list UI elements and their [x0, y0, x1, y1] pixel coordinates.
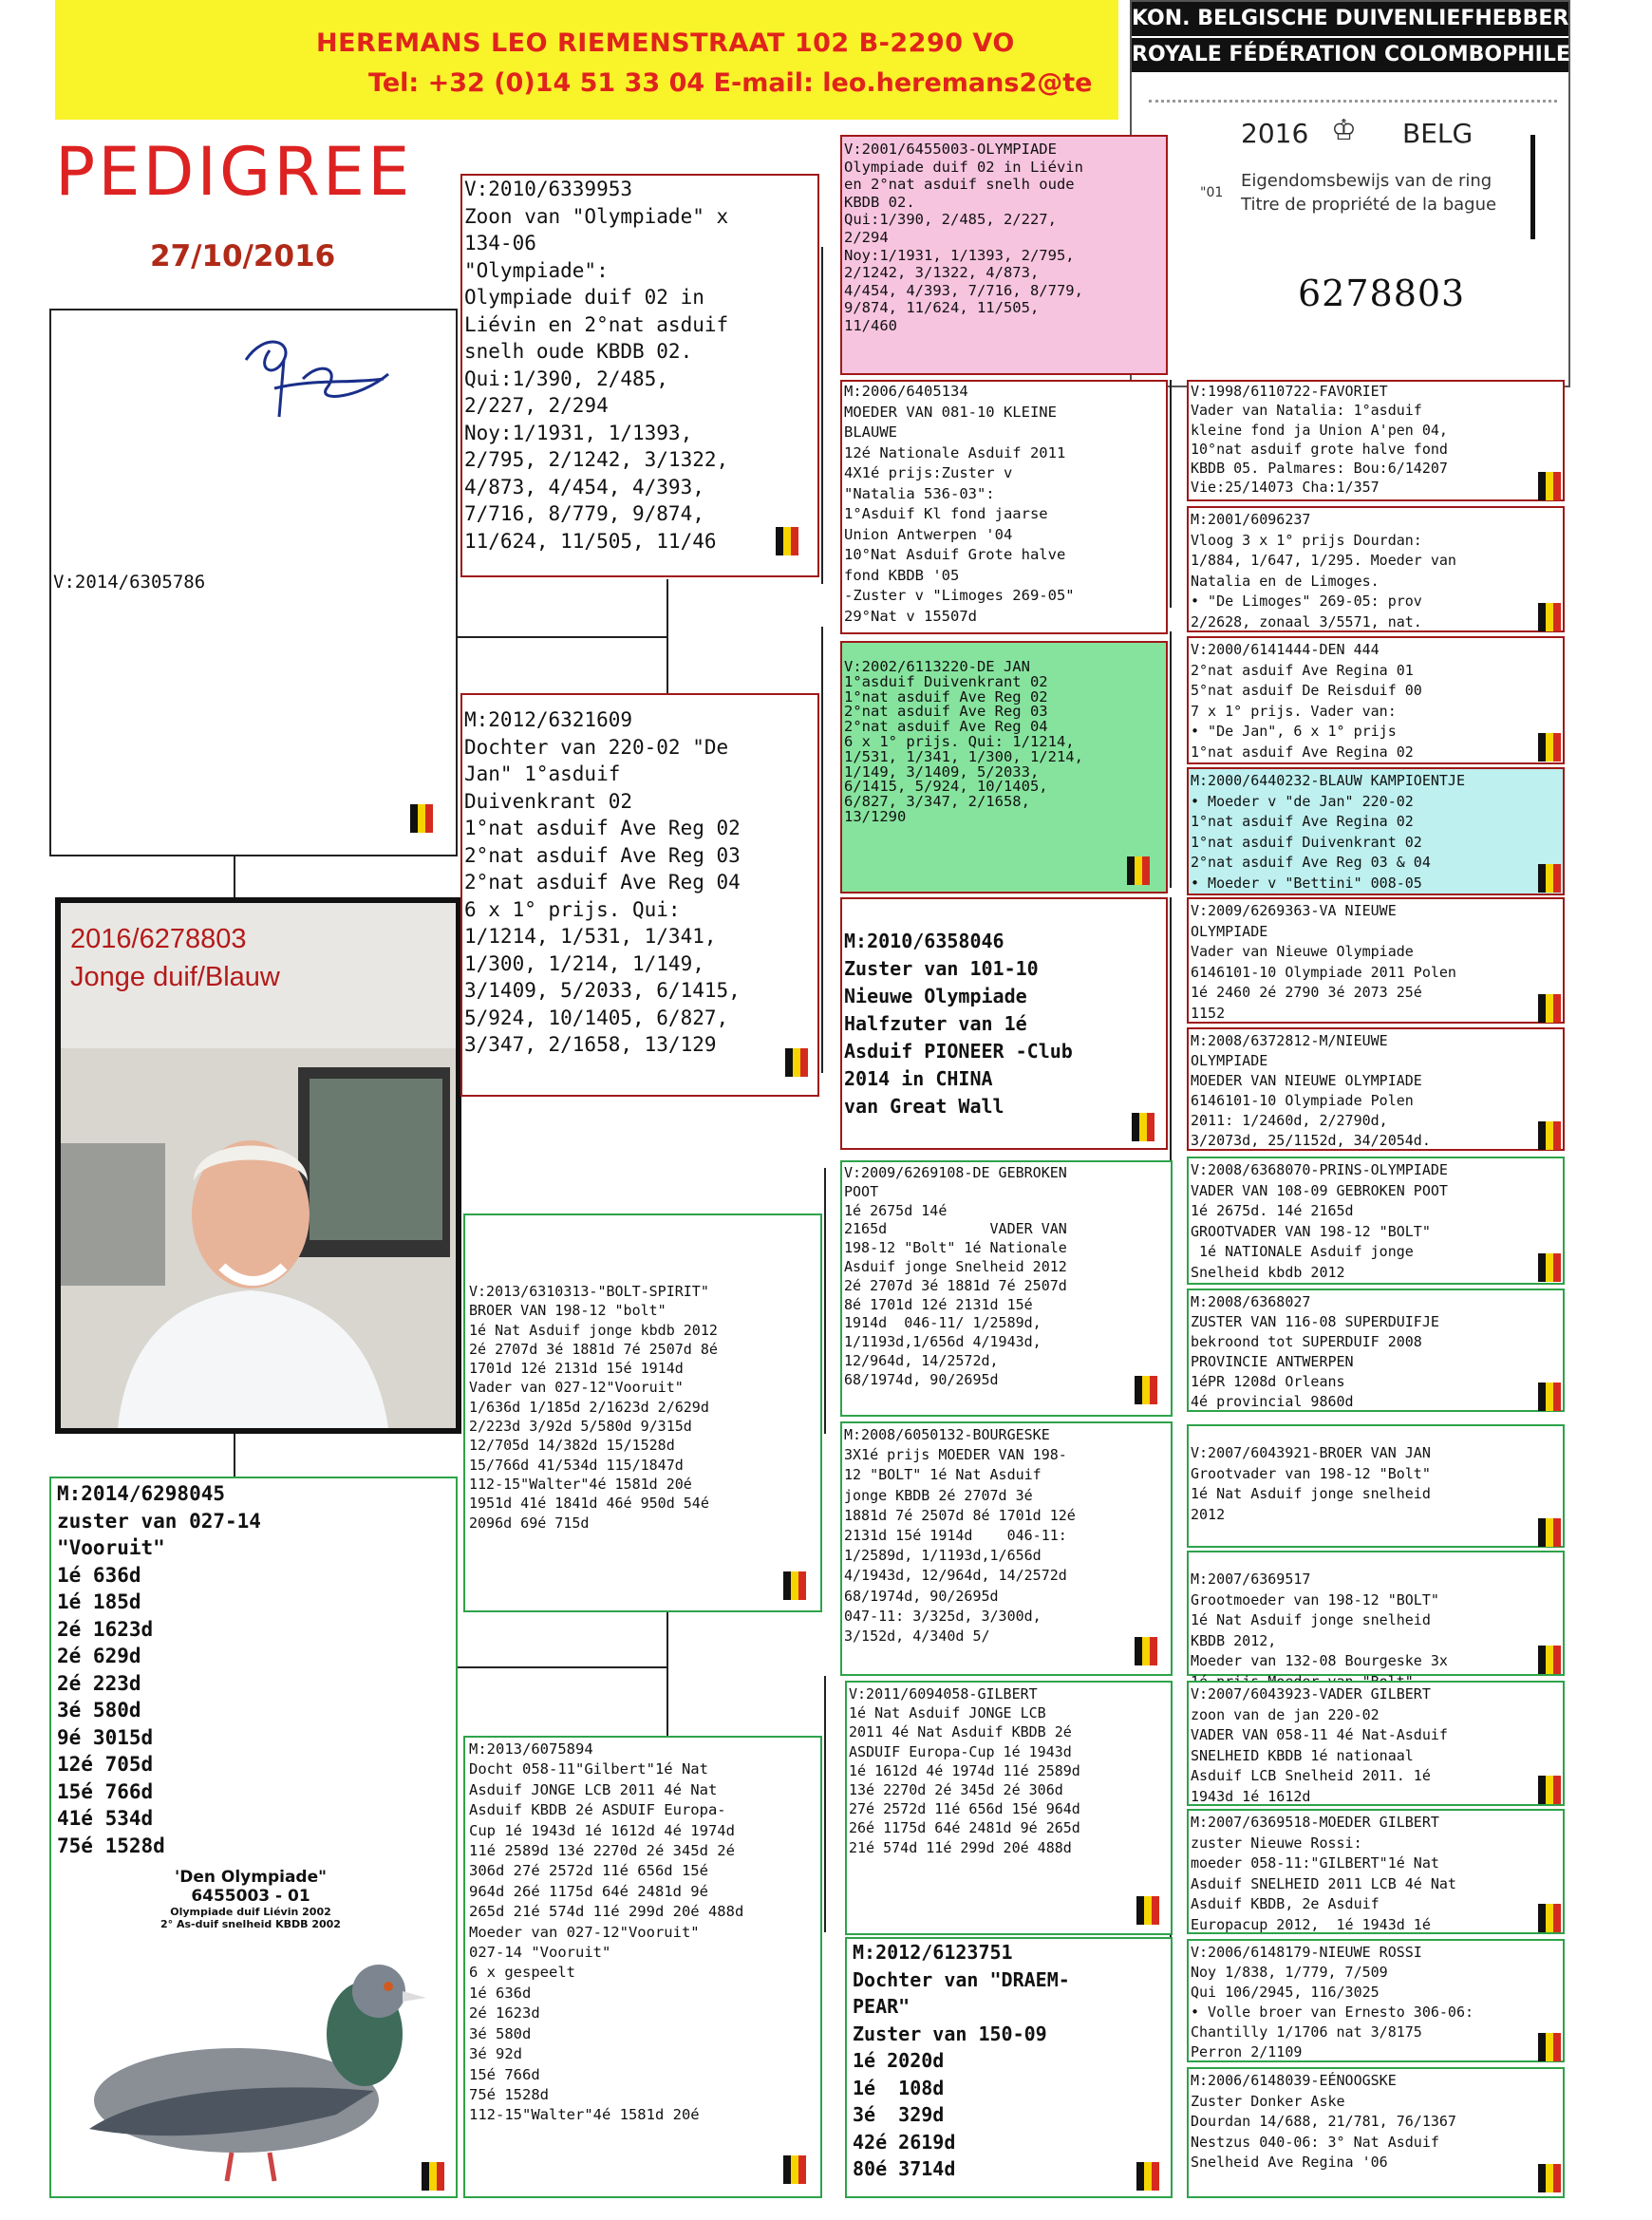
great-grandparent-text-9: V:2007/6043921-BROER VAN JAN Grootvader van 198-12 "Bolt" 1é Nat Asduif jonge snelheid 2012	[1191, 1444, 1431, 1523]
pedigree-date: 27/10/2016	[150, 239, 336, 273]
ring-org-fr: ROYALE FÉDÉRATION COLOMBOPHILE BELGE	[1132, 36, 1568, 72]
great-grandparent-box-11	[1187, 1681, 1565, 1806]
connector-line	[234, 1434, 235, 1477]
belgium-flag-icon	[783, 1571, 808, 1600]
pigeon-photo	[55, 897, 461, 1434]
ring-ownership-fr: Titre de propriété de la bague	[1241, 195, 1497, 215]
ring-perforation	[1149, 100, 1557, 107]
photo-ring-caption: 2016/6278803	[70, 924, 247, 954]
sss-text: V:2001/6455003-OLYMPIADE Olympiade duif 02 in Liévin en 2°nat asduif snelh oude KBDB 02. Qui:1/390, 2/485, 2/227, 2/294 Noy:1/1931, 1/1393, 2/795, 2/1242, 3/1322, 4/873, 4/454, 4/393, 7/716, 8/779, 9/874, 11/624, 11/505, 11/460	[844, 141, 1083, 334]
dss-box	[840, 1160, 1173, 1417]
great-grandparent-text-5: V:2009/6269363-VA NIEUWE OLYMPIADE Vader van Nieuwe Olympiade 6146101-10 Olympiade 2011 Polen 1é 2460 2é 2790 3é 2073 25é 1152	[1191, 902, 1456, 1022]
great-grandparent-box-12	[1187, 1809, 1565, 1934]
great-grandparent-box-13	[1187, 1939, 1565, 2062]
belgium-flag-icon	[1135, 1376, 1159, 1404]
dds-box	[845, 1681, 1173, 1935]
belgium-flag-icon	[783, 2155, 808, 2184]
photo-color-caption: Jonge duif/Blauw	[70, 962, 280, 992]
sdd-box	[840, 897, 1168, 1150]
connector-line	[234, 856, 235, 897]
belgium-flag-icon	[410, 804, 435, 833]
great-grandparent-text-3: V:2000/6141444-DEN 444 2°nat asduif Ave Regina 01 5°nat asduif De Reisduif 00 7 x 1° prijs. Vader van: • "De Jan", 6 x 1° prijs 1°nat asduif Ave Regina 02	[1191, 641, 1422, 761]
great-grandparent-box-3	[1187, 636, 1565, 764]
belgium-flag-icon	[1538, 1646, 1563, 1674]
dam-dam-box	[463, 1736, 822, 2198]
connector-line	[821, 627, 823, 1073]
ring-mark	[1530, 135, 1535, 239]
connector-line	[458, 636, 666, 638]
great-grandparent-text-4: M:2000/6440232-BLAUW KAMPIOENTJE • Moeder v "de Jan" 220-02 1°nat asduif Ave Regina 02 1°nat asduif Duivenkrant 02 2°nat asduif Ave Reg 03 & 04 • Moeder v "Bettini" 008-05	[1191, 772, 1465, 892]
belgium-flag-icon	[1538, 864, 1563, 893]
connector-line	[1170, 380, 1172, 608]
great-grandparent-box-6	[1187, 1027, 1565, 1151]
dds-text: V:2011/6094058-GILBERT 1é Nat Asduif JONGE LCB 2011 4é Nat Asduif KBDB 2é ASDUIF Europa-Cup 1é 1943d 1é 1612d 4é 1974d 11é 2589d 13é 2270d 2é 345d 2é 306d 27é 2572d 11é 656d 15é 964d 26é 1175d 64é 2481d 9é 265d 21é 574d 11é 299d 20é 488d	[849, 1685, 1080, 1856]
great-grandparent-text-13: V:2006/6148179-NIEUWE ROSSI Noy 1/838, 1/779, 7/509 Qui 106/2945, 116/3025 • Volle broer van Ernesto 306-06: Chantilly 1/1706 nat 3/8175 Perron 2/1109	[1191, 1944, 1474, 2060]
belgium-flag-icon	[1135, 1637, 1159, 1665]
connector-line	[1170, 631, 1172, 888]
connector-line	[458, 1666, 666, 1668]
pigeon-name-caption	[108, 1868, 393, 1930]
connector-line	[824, 1168, 826, 1434]
great-grandparent-text-1: V:1998/6110722-FAVORIET Vader van Natalia: 1°asduif kleine fond ja Union A'pen 04, 10°nat asduif grote halve fond KBDB 05. Palmares: Bou:6/14207 Vie:25/14073 Cha:1/357	[1191, 383, 1448, 497]
page-title: PEDIGREE	[55, 133, 413, 211]
belgium-flag-icon	[1136, 1896, 1161, 1925]
belgium-flag-icon	[422, 2162, 446, 2191]
pigeon-icon	[51, 1948, 450, 2195]
belgium-flag-icon	[1538, 1253, 1563, 1282]
header-contact: Tel: +32 (0)14 51 33 04 E-mail: leo.heremans2@te	[368, 68, 1093, 98]
great-grandparent-box-8	[1187, 1289, 1565, 1412]
great-grandparent-box-10	[1187, 1551, 1565, 1676]
dam-text: M:2014/6298045 zuster van 027-14 "Vooruit" 1é 636d 1é 185d 2é 1623d 2é 629d 2é 223d 3é 580d 9é 3015d 12é 705d 15é 766d 41é 534d 75é 1528d	[57, 1482, 261, 1857]
belgium-flag-icon	[1132, 1113, 1156, 1141]
connector-line	[821, 247, 823, 584]
pigeon-ring: 6455003 - 01	[191, 1887, 310, 1906]
belgium-flag-icon	[1127, 856, 1152, 885]
belgium-flag-icon	[1538, 733, 1563, 762]
pigeon-note-2: 2° As-duif snelheid KBDB 2002	[160, 1918, 341, 1930]
belgium-flag-icon	[1538, 994, 1563, 1023]
signature-icon	[227, 322, 398, 436]
ring-country: BELG	[1402, 118, 1474, 149]
dam-sire-text: V:2013/6310313-"BOLT-SPIRIT" BROER VAN 198-12 "bolt" 1é Nat Asduif jonge kbdb 2012 2é 2707d 3é 1881d 7é 2507d 8é 1701d 12é 2131d 15é 1914d Vader van 027-12"Vooruit" 1/636d 1/185d 2/1623d 2/629d 2/223d 3/92d 5/580d 9/315d 12/705d 14/382d 15/1528d 15/766d 41/534d 115/1847d 112-15"Walter"4é 1581d 20é 1951d 41é 1841d 46é 950d 54é 2096d 69é 715d	[469, 1283, 718, 1532]
belgium-flag-icon	[1538, 1518, 1563, 1547]
belgium-flag-icon	[1538, 1904, 1563, 1932]
sire-dam-text: M:2012/6321609 Dochter van 220-02 "De Jan" 1°asduif Duivenkrant 02 1°nat asduif Ave Reg 02 2°nat asduif Ave Reg 03 2°nat asduif Ave Reg 04 6 x 1° prijs. Qui: 1/1214, 1/531, 1/341, 1/300, 1/214, 1/149, 3/1409, 5/2033, 6/1415, 5/924, 10/1405, 6/827, 3/347, 2/1658, 13/129	[464, 708, 741, 1056]
ring-icon-label: "01	[1200, 185, 1224, 200]
pigeon-note-1: Olympiade duif Liévin 2002	[170, 1906, 331, 1918]
great-grandparent-text-14: M:2006/6148039-EÉNOOGSKE Zuster Donker Aske Dourdan 14/688, 21/781, 76/1367 Nestzus 040-06: 3° Nat Asduif Snelheid Ave Regina '06	[1191, 2072, 1456, 2171]
belgium-flag-icon	[1538, 1776, 1563, 1804]
sire-dam-box	[460, 693, 819, 1097]
belgium-flag-icon	[1538, 2164, 1563, 2192]
sds-text: V:2002/6113220-DE JAN 1°asduif Duivenkrant 02 1°nat asduif Ave Reg 02 2°nat asduif Ave Reg 03 2°nat asduif Ave Reg 04 6 x 1° prijs. Qui: 1/1214, 1/531, 1/341, 1/300, 1/214, 1/149, 3/1409, 5/2033, 6/1415, 5/924, 10/1405, 6/827, 3/347, 2/1658, 13/1290	[844, 658, 1083, 825]
great-grandparent-text-7: V:2008/6368070-PRINS-OLYMPIADE VADER VAN 108-09 GEBROKEN POOT 1é 2675d. 14é 2165d GROOTVADER VAN 198-12 "BOLT" 1é NATIONALE Asduif jonge Snelheid kbdb 2012	[1191, 1161, 1448, 1281]
sire-box	[49, 309, 458, 856]
great-grandparent-text-11: V:2007/6043923-VADER GILBERT zoon van de jan 220-02 VADER VAN 058-11 4é Nat-Asduif SNELHEID KBDB 1é nationaal Asduif LCB Snelheid 2011. 1é 1943d 1é 1612d	[1191, 1685, 1448, 1805]
great-grandparent-text-2: M:2001/6096237 Vloog 3 x 1° prijs Dourdan: 1/884, 1/647, 1/295. Moeder van Natalia en de Limoges. • "De Limoges" 269-05: prov 2/2628, zonaal 3/5571, nat.	[1191, 511, 1456, 630]
sire-sire-box	[460, 174, 819, 577]
great-grandparent-text-6: M:2008/6372812-M/NIEUWE OLYMPIADE MOEDER VAN NIEUWE OLYMPIADE 6146101-10 Olympiade Polen 2011: 1/2460d, 2/2790d, 3/2073d, 25/1152d, 34/2054d.	[1191, 1032, 1431, 1149]
ring-ownership-nl: Eigendomsbewijs van de ring	[1241, 171, 1492, 191]
sdd-text: M:2010/6358046 Zuster van 101-10 Nieuwe Olympiade Halfzuter van 1é Asduif PIONEER -Club 2014 in CHINA van Great Wall	[844, 930, 1073, 1118]
ssd-text: M:2006/6405134 MOEDER VAN 081-10 KLEINE BLAUWE 12é Nationale Asduif 2011 4X1é prijs:Zuster v "Natalia 536-03": 1°Asduif Kl fond jaarse Union Antwerpen '04 10°Nat Asduif Grote halve fond KBDB '05 -Zuster v "Limoges 269-05" 29°Nat v 15507d	[844, 383, 1075, 625]
ring-number: 6278803	[1298, 273, 1466, 314]
great-grandparent-text-10: M:2007/6369517 Grootmoeder van 198-12 "BOLT" 1é Nat Asduif jonge snelheid KBDB 2012, Moeder van 132-08 Bourgeske 3x	[1191, 1571, 1448, 1669]
breeder-portrait-icon	[61, 1048, 456, 1428]
sds-box	[840, 641, 1168, 894]
belgium-flag-icon	[776, 527, 800, 555]
dam-dam-text: M:2013/6075894 Docht 058-11"Gilbert"1é Nat Asduif JONGE LCB 2011 4é Nat Asduif KBDB 2é ASDUIF Europa- Cup 1é 1943d 1é 1612d 4é 1974d 11é 2589d 13é 2270d 2é 345d 2é 306d 27é 2572d 11é 656d 15é 964d 26é 1175d 64é 2481d 9é 265d 21é 574d 11é 299d 20é 488d Moeder van 027-12"Vooruit" 027-14 "Vooruit" 6 x gespeelt 1é 636d 2é 1623d 3é 580d 3é 92d 15é 766d 75é 1528d 112-15"Walter"4é 1581d 20é	[469, 1740, 744, 2124]
great-grandparent-text-8: M:2008/6368027 ZUSTER VAN 116-08 SUPERDUIFJE bekroond tot SUPERDUIF 2008 PROVINCIE ANTWERPEN 1éPR 1208d Orleans 4é provincial 9860d	[1191, 1293, 1439, 1410]
belgium-flag-icon	[785, 1048, 810, 1077]
ring-org-nl: KON. BELGISCHE DUIVENLIEFHEBBERSBOND	[1132, 2, 1568, 36]
great-grandparent-box-14	[1187, 2067, 1565, 2198]
belgium-flag-icon	[1538, 603, 1563, 631]
ssd-box	[840, 380, 1168, 634]
great-grandparent-text-12: M:2007/6369518-MOEDER GILBERT zuster Nieuwe Rossi: moeder 058-11:"GILBERT"1é Nat Asduif SNELHEID 2011 LCB 4é Nat Asduif KBDB, 2e Asduif Europacup 2012, 1é 1943d 1é	[1191, 1814, 1456, 1933]
great-grandparent-box-1	[1187, 380, 1565, 501]
dss-text: V:2009/6269108-DE GEBROKEN POOT 1é 2675d 14é 2165d VADER VAN 198-12 "Bolt" 1é Nationale Asduif jonge Snelheid 2012 2é 2707d 3é 1881d 7é 2507d 8é 1701d 12é 2131d 15é 1914d 046-11/ 1/2589d, 1/1193d,1/656d 4/1943d, 12/964d, 14/2572d, 68/1974d, 90/2695d	[844, 1164, 1067, 1388]
dam-box	[49, 1477, 458, 2198]
ddd-box	[845, 1937, 1173, 2198]
ring-year: 2016	[1241, 118, 1309, 149]
sss-box	[840, 135, 1168, 375]
dam-sire-box	[463, 1213, 822, 1612]
belgium-flag-icon	[1136, 2162, 1161, 2191]
sire-sire-text: V:2010/6339953 Zoon van "Olympiade" x 134-06 "Olympiade": Olympiade duif 02 in Liévin en 2°nat asduif snelh oude KBDB 02. Qui:1/390, 2/485, 2/227, 2/294 Noy:1/1931, 1/1393, 2/795, 2/1242, 3/1322, 4/873, 4/454, 4/393, 7/716, 8/779, 9/874, 11/624, 11/505, 11/46	[464, 178, 729, 553]
ring-certificate	[1130, 0, 1652, 387]
belgium-flag-icon	[1538, 1383, 1563, 1411]
crown-icon: ♔	[1331, 114, 1357, 147]
ddd-text: M:2012/6123751 Dochter van "DRAEM- PEAR" Zuster van 150-09 1é 2020d 1é 108d 3é 329d 42é 2619d 80é 3714d	[853, 1941, 1070, 2180]
dsd-box	[840, 1421, 1173, 1676]
belgium-flag-icon	[1538, 472, 1563, 500]
great-grandparent-box-2	[1187, 506, 1565, 632]
belgium-flag-icon	[1538, 2033, 1563, 2061]
connector-line	[824, 1676, 826, 1932]
header-address: HEREMANS LEO RIEMENSTRAAT 102 B-2290 VO	[316, 28, 1015, 58]
great-grandparent-box-9	[1187, 1424, 1565, 1548]
sire-text: V:2014/6305786	[53, 572, 206, 593]
great-grandparent-box-5	[1187, 897, 1565, 1024]
connector-line	[1170, 897, 1172, 1168]
header-banner	[55, 0, 1118, 120]
dsd-text: M:2008/6050132-BOURGESKE 3X1é prijs MOEDER VAN 198- 12 "BOLT" 1é Nat Asduif jonge KBDB 2é 2707d 3é 1881d 7é 2507d 8é 1701d 12é 2131d 15é 1914d 046-11: 1/2589d, 1/1193d,1/656d 4/1943d, 12/964d, 14/2572d 68/1974d, 90/2695d 047-11: 3/325d, 3/300d, 3/152d, 4/340d 5/	[844, 1426, 1076, 1646]
great-grandparent-box-4	[1187, 767, 1565, 895]
pigeon-name: 'Den Olympiade"	[175, 1868, 327, 1887]
connector-line	[666, 579, 668, 693]
belgium-flag-icon	[1538, 1121, 1563, 1150]
great-grandparent-box-7	[1187, 1157, 1565, 1285]
